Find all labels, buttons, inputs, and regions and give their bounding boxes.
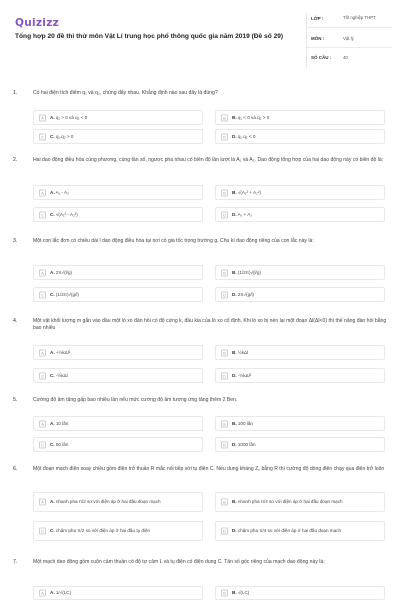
answer-option-a[interactable] xyxy=(33,345,203,360)
option-key: C. xyxy=(50,441,55,447)
option-value: nhanh pha π/4 so với điện áp ở hai đầu đoạn mạch xyxy=(236,498,343,504)
option-value: -½kΔl² xyxy=(236,372,252,378)
option-text xyxy=(50,420,198,427)
option-letter-badge: B xyxy=(221,420,228,427)
option-key: C. xyxy=(50,211,55,217)
option-value: ½kΔl xyxy=(236,349,249,355)
option-letter-badge: C xyxy=(39,291,46,298)
answer-option-b[interactable] xyxy=(215,492,385,512)
option-value: chậm pha π/4 so với điện áp ở hai đầu đoạn mạch xyxy=(236,527,342,533)
option-value: (1/2π)√(l/g) xyxy=(236,269,261,275)
quizizz-logo: Quizizz xyxy=(15,17,60,29)
option-value: √(A₁² - A₂²) xyxy=(54,211,78,217)
option-text xyxy=(232,189,380,196)
option-letter-badge: A xyxy=(39,499,46,506)
option-text xyxy=(50,372,198,379)
answer-option-d[interactable] xyxy=(215,207,385,222)
option-letter-badge: B xyxy=(221,189,228,196)
answer-option-c[interactable] xyxy=(33,207,203,222)
option-value: q₁.q₂ < 0 xyxy=(236,133,256,139)
option-value: 1000 lần xyxy=(236,441,256,447)
option-value: +½kΔl² xyxy=(54,349,71,355)
option-key: A. xyxy=(50,498,55,504)
option-letter-badge: A xyxy=(39,420,46,427)
option-text xyxy=(50,499,198,506)
option-text xyxy=(232,291,380,298)
option-text xyxy=(232,590,380,597)
option-key: D. xyxy=(232,372,237,378)
option-value: 10 lần xyxy=(54,420,69,426)
option-text xyxy=(232,114,380,121)
question-number: 4. xyxy=(13,318,18,324)
answer-option-b[interactable] xyxy=(215,586,385,600)
option-value: -½kΔl xyxy=(54,372,68,378)
answer-option-b[interactable] xyxy=(215,416,385,431)
option-letter-badge: B xyxy=(221,499,228,506)
answer-option-a[interactable] xyxy=(33,185,203,200)
option-key: D. xyxy=(232,211,237,217)
option-value: chậm pha π/2 so với điện áp ở hai đầu tụ điện xyxy=(54,527,151,533)
answer-option-a[interactable] xyxy=(33,110,203,125)
option-key: C. xyxy=(50,133,55,139)
answer-option-c[interactable] xyxy=(33,129,203,144)
option-text xyxy=(232,349,380,356)
option-value: nhanh pha π/2 so với điện áp ở hai đầu đoạn mạch xyxy=(54,498,161,504)
option-text xyxy=(50,349,198,356)
answer-option-c[interactable] xyxy=(33,521,203,541)
option-text xyxy=(50,114,198,121)
option-letter-badge: B xyxy=(221,269,228,276)
meta-row-question-count xyxy=(307,48,392,68)
option-value: A₁ - A₂ xyxy=(54,189,69,195)
option-text xyxy=(50,211,198,218)
answer-option-a[interactable] xyxy=(33,265,203,280)
option-text xyxy=(232,420,380,427)
option-key: A. xyxy=(50,420,55,426)
worksheet-meta-panel xyxy=(306,13,391,68)
option-letter-badge: C xyxy=(39,528,46,535)
option-letter-badge: C xyxy=(39,211,46,218)
question-number: 5. xyxy=(13,397,18,403)
answer-option-b[interactable] xyxy=(215,345,385,360)
option-text xyxy=(50,441,198,448)
answer-option-b[interactable] xyxy=(215,185,385,200)
option-letter-badge: D xyxy=(221,441,228,448)
option-letter-badge: A xyxy=(39,269,46,276)
option-value: 2π√(g/l) xyxy=(236,291,255,297)
option-letter-badge: D xyxy=(221,211,228,218)
subject-label: MÔN : xyxy=(311,36,325,41)
option-text xyxy=(50,291,198,298)
option-key: A. xyxy=(50,589,55,595)
option-text xyxy=(232,211,380,218)
option-text xyxy=(232,441,380,448)
meta-row-subject xyxy=(307,28,392,48)
option-key: B. xyxy=(232,114,237,120)
question-text: Một đoạn mạch điện xoay chiều gồm điện trở thuần R mắc nối tiếp với tụ điện C. Nếu dung kháng Z꜀ bằng R thì cường độ dòng điện chạy qua điện trở luôn xyxy=(33,466,385,472)
option-text xyxy=(232,372,380,379)
option-text xyxy=(50,269,198,276)
option-letter-badge: A xyxy=(39,349,46,356)
option-letter-badge: D xyxy=(221,133,228,140)
answer-option-d[interactable] xyxy=(215,521,385,541)
question-count-value: 40 xyxy=(343,55,348,60)
option-key: B. xyxy=(232,420,237,426)
option-key: A. xyxy=(50,269,55,275)
option-letter-badge: A xyxy=(39,114,46,121)
option-value: 50 lần xyxy=(54,441,69,447)
answer-option-b[interactable] xyxy=(215,110,385,125)
option-key: C. xyxy=(50,291,55,297)
option-value: q₁ < 0 và q₂ > 0 xyxy=(236,114,270,120)
answer-option-d[interactable] xyxy=(215,129,385,144)
option-letter-badge: B xyxy=(221,349,228,356)
option-letter-badge: D xyxy=(221,291,228,298)
question-text: Một con lắc đơn có chiều dài l dao động điều hòa tại nơi có gia tốc trọng trường g. Chu kì dao động riêng của con lắc này là: xyxy=(33,238,314,244)
subject-value: Vật lý xyxy=(343,36,354,41)
answer-option-b[interactable] xyxy=(215,265,385,280)
option-key: B. xyxy=(232,589,237,595)
option-key: B. xyxy=(232,498,237,504)
question-number: 2. xyxy=(13,157,18,163)
grade-label: LỚP : xyxy=(311,16,324,21)
option-value: √(A₁² + A₂²) xyxy=(236,189,261,195)
option-key: A. xyxy=(50,114,55,120)
option-key: D. xyxy=(232,291,237,297)
option-value: A₁ + A₂ xyxy=(236,211,253,217)
option-value: 2π√(l/g) xyxy=(54,269,73,275)
option-letter-badge: C xyxy=(39,441,46,448)
option-key: A. xyxy=(50,189,55,195)
answer-option-d[interactable] xyxy=(215,437,385,452)
option-key: B. xyxy=(232,349,237,355)
question-text: Một mạch dao động gồm cuộn cảm thuần có độ tự cảm L và tụ điện có điện dung C. Tần số góc riêng của mạch dao động này là: xyxy=(33,559,325,565)
answer-option-a[interactable] xyxy=(33,586,203,600)
question-text: Một vật khối lượng m gắn vào đầu một lò xo đàn hồi có độ cứng k, đầu kia của lò xo cố định. Khi lò xo bị nén lại một đoạn Δl(Δl<0) thì thế năng đàn hồi bằng bao nhiêu xyxy=(33,318,387,331)
option-letter-badge: D xyxy=(221,372,228,379)
option-text xyxy=(50,133,198,140)
option-value: (1/2π)√(g/l) xyxy=(54,291,79,297)
option-letter-badge: B xyxy=(221,590,228,597)
option-text xyxy=(232,528,380,535)
option-value: q₁ > 0 và q₂ < 0 xyxy=(54,114,88,120)
answer-option-a[interactable] xyxy=(33,492,203,512)
option-text xyxy=(232,499,380,506)
option-letter-badge: A xyxy=(39,189,46,196)
answer-option-c[interactable] xyxy=(33,437,203,452)
option-key: B. xyxy=(232,269,237,275)
option-text xyxy=(232,269,380,276)
option-key: C. xyxy=(50,527,55,533)
question-number: 1. xyxy=(13,90,18,96)
option-text xyxy=(232,133,380,140)
option-text xyxy=(50,528,198,535)
option-text xyxy=(50,590,198,597)
option-letter-badge: C xyxy=(39,372,46,379)
option-key: C. xyxy=(50,372,55,378)
worksheet-header xyxy=(0,0,400,80)
option-key: A. xyxy=(50,349,55,355)
option-value: 100 lần xyxy=(236,420,253,426)
answer-option-c[interactable] xyxy=(33,368,203,383)
question-number: 6. xyxy=(13,466,18,472)
answer-option-a[interactable] xyxy=(33,416,203,431)
question-text: Cường độ âm tăng gấp bao nhiêu lần nếu mức cường độ âm tương ứng tăng thêm 2 Ben. xyxy=(33,397,238,403)
question-number: 7. xyxy=(13,559,18,565)
option-key: D. xyxy=(232,133,237,139)
question-text: Có hai điện tích điểm q₁ và q₂, chúng đẩy nhau. Khẳng định nào sau đây là đúng? xyxy=(33,90,218,96)
option-text xyxy=(50,189,198,196)
grade-value: Tốt nghiệp THPT xyxy=(343,15,376,20)
question-count-label: SỐ CÂU : xyxy=(311,55,332,60)
answer-option-d[interactable] xyxy=(215,287,385,302)
option-key: D. xyxy=(232,441,237,447)
answer-option-d[interactable] xyxy=(215,368,385,383)
question-text: Hai dao động điều hòa cùng phương, cùng tần số, ngược pha nhau có biên độ lần lượt là A₁ và A₂. Dao động tổng hợp của hai dao động này có biên độ là: xyxy=(33,157,384,163)
option-letter-badge: A xyxy=(39,590,46,597)
option-key: D. xyxy=(232,527,237,533)
option-value: √(LC) xyxy=(236,589,250,595)
document-title: Tổng hợp 20 đề thi thử môn Vật Lí trung học phổ thông quốc gia năm 2019 (Đề số 29) xyxy=(15,33,284,40)
answer-option-c[interactable] xyxy=(33,287,203,302)
option-value: q₁.q₂ > 0 xyxy=(54,133,74,139)
option-letter-badge: D xyxy=(221,528,228,535)
question-number: 3. xyxy=(13,238,18,244)
option-letter-badge: B xyxy=(221,114,228,121)
option-key: B. xyxy=(232,189,237,195)
meta-row-grade xyxy=(307,13,392,28)
option-letter-badge: C xyxy=(39,133,46,140)
option-value: 1/√(LC) xyxy=(54,589,72,595)
